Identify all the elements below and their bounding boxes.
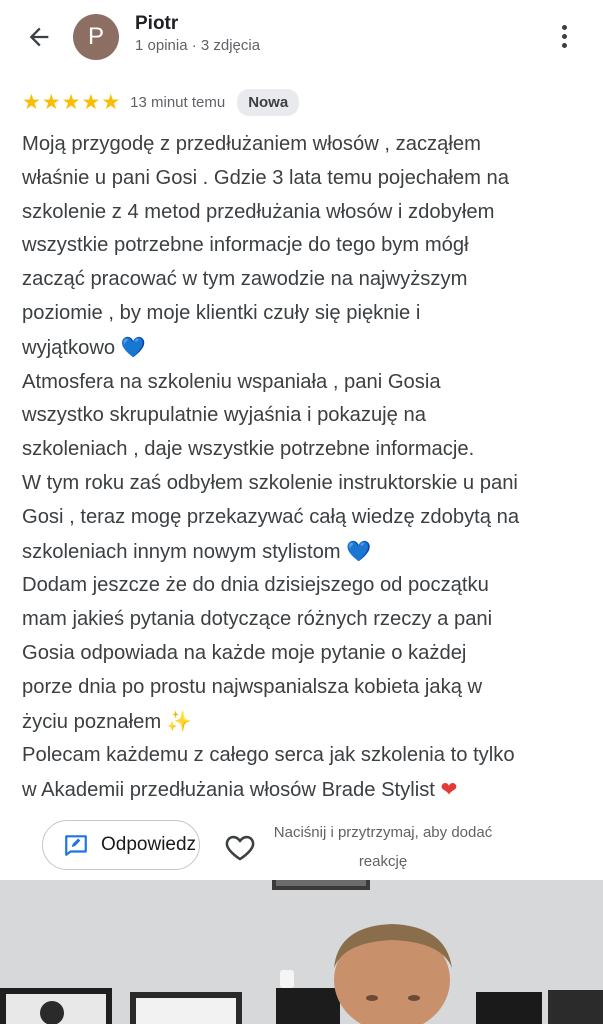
avatar[interactable]: P	[73, 14, 119, 60]
star-icon: ★	[81, 90, 101, 114]
review-line: W tym roku zaś odbyłem szkolenie instruktorskie u pani	[22, 471, 518, 494]
review-line: w Akademii przedłużania włosów Brade Stylist	[22, 779, 435, 802]
reviewer-meta: 1 opinia · 3 zdjęcia	[135, 37, 261, 54]
reaction-hint-line: reakcję	[358, 853, 408, 870]
review-line-with-emoji	[22, 331, 592, 366]
review-line: zacząć pracować w tym zawodzie na najwyższym	[22, 268, 468, 291]
sparkles-emoji: ✨	[166, 708, 192, 733]
star-icon: ★	[22, 90, 41, 114]
review-line: Polecam każdemu z całego serca jak szkolenia to tylko	[22, 744, 515, 767]
review-line: Gosi , teraz mogę przekazywać całą wiedzę zdobytą na	[22, 505, 520, 528]
review-line: Atmosfera na szkoleniu wspaniała , pani Gosia	[22, 370, 441, 393]
review-line: mam jakieś pytania dotyczące różnych rzeczy a pani	[22, 608, 493, 631]
review-line: właśnie u pani Gosi . Gdzie 3 lata temu pojechałem na	[22, 166, 510, 189]
reply-edit-icon	[63, 832, 89, 858]
reaction-hint-line: Naciśnij i przytrzymaj, aby dodać	[273, 824, 493, 841]
review-line-with-emoji	[22, 535, 592, 570]
blue-heart-emoji: 💙	[346, 538, 372, 563]
heart-outline-icon[interactable]	[222, 830, 258, 864]
review-line: szkolenie z 4 metod przedłużania włosów i zdobyłem	[22, 200, 495, 223]
star-rating	[22, 92, 120, 113]
new-badge: Nowa	[237, 89, 299, 116]
review-photo-image	[0, 880, 603, 1024]
review-text	[22, 128, 592, 808]
blue-heart-emoji: 💙	[120, 334, 146, 359]
reaction-hint	[268, 818, 498, 876]
review-line: Moją przygodę z przedłużaniem włosów , zacząłem	[22, 133, 481, 155]
review-line-with-emoji	[22, 773, 592, 808]
more-vert-icon[interactable]	[552, 18, 576, 54]
review-time: 13 minut temu	[130, 93, 226, 111]
reply-button-label: Odpowiedz	[101, 834, 197, 855]
red-heart-emoji: ❤	[440, 777, 458, 802]
review-line: Gosia odpowiada na każde moje pytanie o każdej	[22, 641, 467, 664]
review-line: życiu poznałem	[22, 710, 162, 733]
review-header	[0, 0, 603, 80]
arrow-back-icon	[25, 23, 53, 51]
review-line: wyjątkowo	[22, 336, 116, 359]
review-line: szkoleniach , daje wszystkie potrzebne informacje.	[22, 438, 475, 461]
reply-button[interactable]	[42, 820, 200, 870]
review-line: wszystko skrupulatnie wyjaśnia i pokazuję na	[22, 404, 426, 427]
review-photo[interactable]	[0, 880, 603, 1024]
review-line: Dodam jeszcze że do dnia dzisiejszego od początku	[22, 574, 489, 597]
star-icon: ★	[101, 90, 121, 114]
back-button[interactable]	[22, 20, 56, 54]
review-line: wszystkie potrzebne informacje do tego bym mógł	[22, 234, 469, 257]
star-icon: ★	[41, 90, 61, 114]
star-icon: ★	[61, 90, 81, 114]
review-line: szkoleniach innym nowym stylistom	[22, 540, 341, 563]
reviewer-name[interactable]: Piotr	[135, 13, 179, 34]
review-line-with-emoji	[22, 705, 592, 740]
review-line: poziomie , by moje klientki czuły się pięknie i	[22, 301, 421, 324]
review-line: porze dnia po prostu najwspanialsza kobieta jaką w	[22, 675, 483, 698]
rating-row	[22, 88, 299, 116]
